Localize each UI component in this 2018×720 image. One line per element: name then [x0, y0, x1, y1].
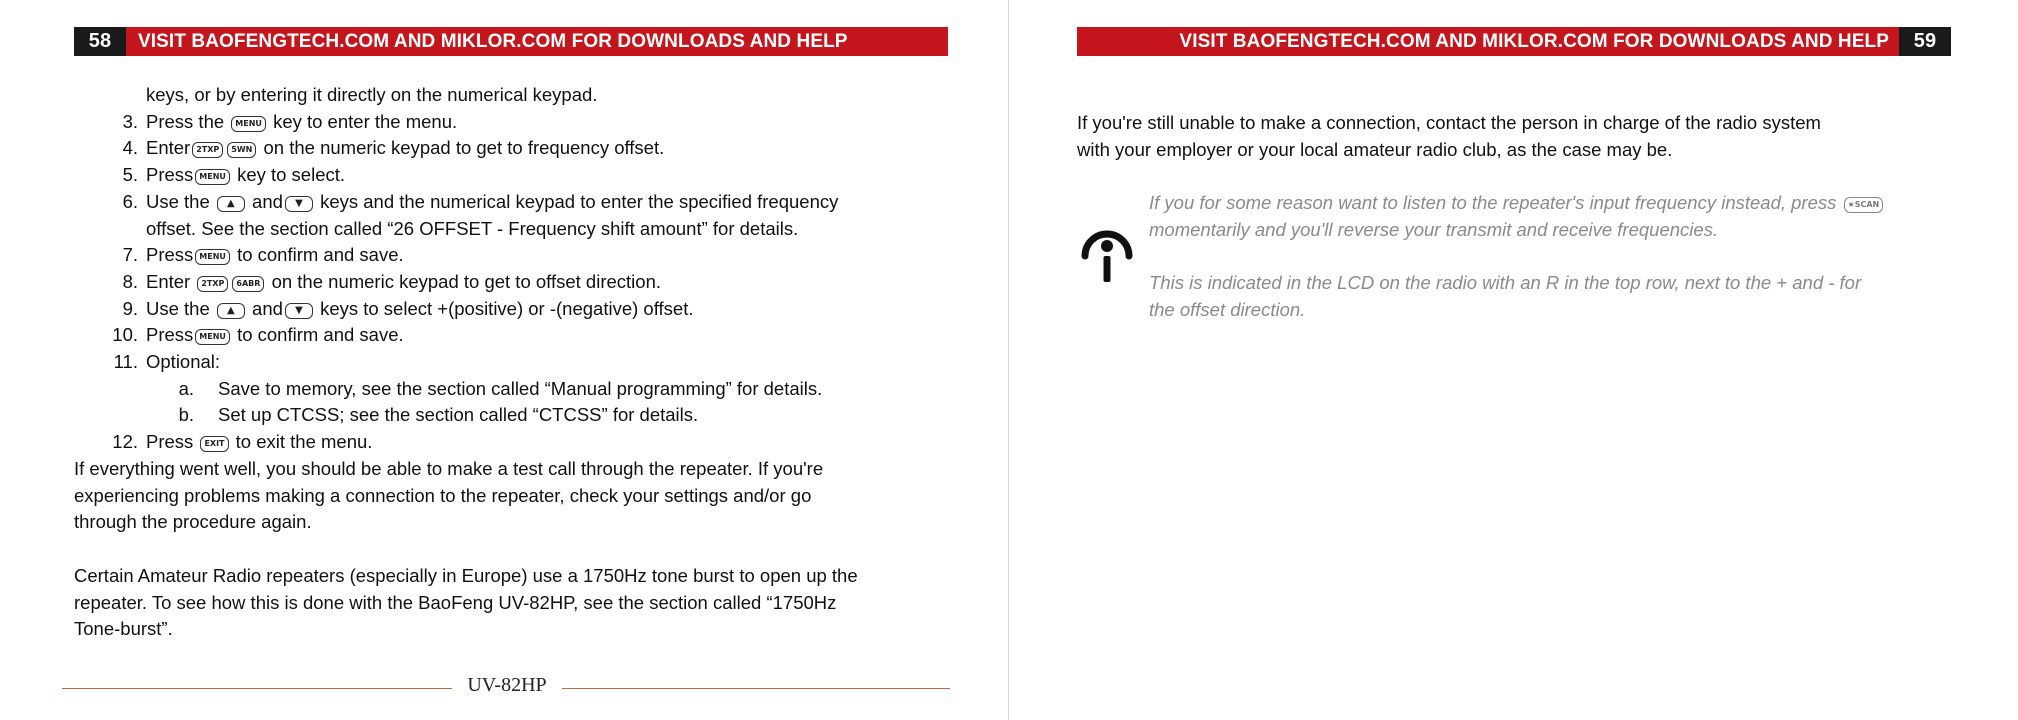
step-6: 6. Use the ▲ and ▼ keys and the numerical keypad to enter the specified frequency [122, 190, 839, 212]
paragraph [1077, 110, 1957, 163]
step-11: 11. Optional: [113, 351, 221, 373]
up-arrow-key-icon: ▲ [217, 303, 245, 319]
step-12: 12. Press EXIT to exit the menu. [112, 431, 373, 453]
page-header [1077, 27, 1951, 56]
header-text: VISIT BAOFENGTECH.COM AND MIKLOR.COM FOR DOWNLOADS AND HELP [1077, 27, 1899, 56]
up-arrow-key-icon: ▲ [217, 196, 245, 212]
key-2-icon: 2TXP [192, 142, 223, 158]
paragraph-line: with your employer or your local amateur radio club, as the case may be. [1077, 138, 1673, 160]
step-8: 8. Enter 2TXP 6ABR on the numeric keypad to get to offset direction. [122, 270, 661, 292]
footer-model: UV-82HP [467, 674, 547, 696]
info-note: If you for some reason want to listen to the repeater's input frequency instead, press ★SCAN momentarily and you'll reverse your transmit and receive frequencies. This is indicated in the LCD on the radio with an R in the top row, next to the + and - for the offset direction. [1149, 190, 1969, 324]
page-number: 58 [74, 27, 126, 56]
footer-divider [62, 688, 452, 689]
page-number: 59 [1899, 27, 1951, 56]
down-arrow-key-icon: ▼ [285, 303, 313, 319]
paragraph-line: If you're still unable to make a connection, contact the person in charge of the radio system [1077, 112, 1821, 133]
paragraph-line: through the procedure again. [74, 511, 312, 533]
info-icon [1077, 216, 1137, 286]
instructions-list [74, 82, 954, 643]
down-arrow-key-icon: ▼ [285, 196, 313, 212]
paragraph-line: experiencing problems making a connection to the repeater, check your settings and/or go [74, 484, 812, 506]
step-11-a: a. Save to memory, see the section called “Manual programming” for details. [178, 377, 823, 399]
scan-key-icon: ★SCAN [1844, 197, 1884, 213]
step-3: 3. Press the MENU key to enter the menu. [122, 110, 458, 132]
step-5: 5. Press MENU key to select. [122, 164, 346, 186]
page-header [74, 27, 948, 56]
step-11-b: b. Set up CTCSS; see the section called “CTCSS” for details. [178, 404, 699, 426]
continuation-line: keys, or by entering it directly on the numerical keypad. [146, 84, 598, 105]
menu-key-icon: MENU [231, 116, 266, 132]
step-9: 9. Use the ▲ and ▼ keys to select +(positive) or -(negative) offset. [122, 297, 694, 319]
paragraph-line: If everything went well, you should be able to make a test call through the repeater. If you're [74, 457, 824, 479]
footer-divider [562, 688, 950, 689]
paragraph-line: Tone-burst”. [74, 618, 173, 640]
step-4: 4. Enter 2TXP 5WN on the numeric keypad to get to frequency offset. [122, 137, 665, 159]
step-6-continued: offset. See the section called “26 OFFSET - Frequency shift amount” for details. [146, 217, 799, 239]
paragraph-line: Certain Amateur Radio repeaters (especially in Europe) use a 1750Hz tone burst to open up the [74, 564, 858, 586]
header-text: VISIT BAOFENGTECH.COM AND MIKLOR.COM FOR DOWNLOADS AND HELP [126, 27, 948, 56]
paragraph-line: repeater. To see how this is done with the BaoFeng UV-82HP, see the section called “1750Hz [74, 591, 837, 613]
menu-key-icon: MENU [195, 249, 230, 265]
right-page [1009, 0, 2018, 720]
key-2-icon: 2TXP [197, 276, 228, 292]
key-5-icon: 5WN [227, 142, 256, 158]
exit-key-icon: EXIT [200, 436, 228, 452]
menu-key-icon: MENU [195, 329, 230, 345]
step-7: 7. Press MENU to confirm and save. [122, 244, 404, 266]
menu-key-icon: MENU [195, 169, 230, 185]
step-10: 10. Press MENU to confirm and save. [112, 324, 404, 346]
key-6-icon: 6ABR [232, 276, 264, 292]
